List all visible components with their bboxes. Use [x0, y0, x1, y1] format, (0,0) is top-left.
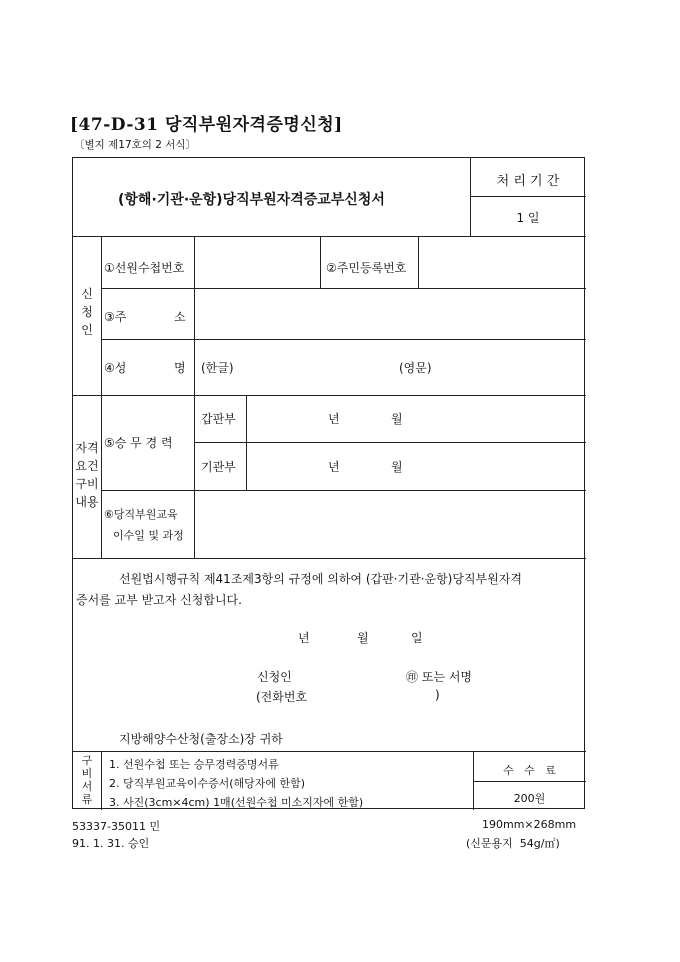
seaman-book-field[interactable] [195, 237, 319, 287]
training-field[interactable] [195, 491, 585, 557]
declaration-line1: 선원법시행규칙 제41조제3항의 규정에 의하여 (갑판·기관·운항)당직부원자격 [119, 572, 522, 586]
documents-section-label: 구 비 서 류 [81, 754, 93, 806]
date-month-label: 월 [357, 631, 369, 645]
address-label-start: ③주 [104, 310, 127, 324]
form-heading: [47-D-31 당직부원자격증명신청] [70, 115, 343, 135]
name-korean-label: (한글) [201, 361, 234, 375]
name-english-label: (영문) [399, 361, 432, 375]
paper-size: 190mm×268mm [482, 818, 577, 831]
address-label-end: 소 [174, 310, 186, 324]
engine-label: 기관부 [201, 460, 236, 474]
deck-label: 갑판부 [201, 412, 236, 426]
main-title: (항해·기관·운항)당직부원자격증교부신청서 [118, 192, 385, 208]
seaman-book-label: ①선원수첩번호 [104, 261, 185, 275]
phone-label-open: (전화번호 [256, 690, 308, 704]
training-label-line1: ⑥당직부원교육 [104, 508, 178, 521]
name-korean-field[interactable] [233, 340, 393, 394]
deck-year-label: 년 [328, 412, 340, 426]
form-frame [72, 157, 585, 809]
processing-period-value: 1 일 [516, 211, 540, 225]
form-code: 53337-35011 민 [72, 820, 161, 833]
resident-number-field[interactable] [419, 237, 585, 287]
document-item-2: 2. 당직부원교육이수증서(해당자에 한함) [109, 777, 306, 790]
deck-month-label: 월 [391, 412, 403, 426]
applicant-signature-label: 신청인 [257, 670, 292, 684]
name-label-end: 명 [174, 361, 186, 375]
engine-year-label: 년 [328, 460, 340, 474]
document-item-3: 3. 사진(3cm×4cm) 1매(선원수첩 미소지자에 한함) [109, 796, 364, 809]
declaration-line2: 증서를 교부 받고자 신청합니다. [76, 593, 242, 607]
qualification-section-label: 자격 요건 구비 내용 [75, 441, 99, 509]
date-day-label: 일 [411, 631, 423, 645]
address-field[interactable] [195, 289, 585, 339]
phone-label-close: ) [435, 688, 440, 702]
annex-label: 〔별지 제17호의 2 서식〕 [74, 139, 197, 151]
fee-label: 수 수 료 [503, 764, 556, 777]
addressee: 지방해양수산청(출장소)장 귀하 [119, 732, 283, 746]
deck-career-field[interactable] [247, 396, 585, 442]
seal-or-signature-label: ㊞ 또는 서명 [406, 670, 472, 684]
date-year-label: 년 [298, 631, 310, 645]
training-label-line2: 이수일 및 과정 [113, 529, 184, 542]
applicant-section-label: 신 청 인 [81, 287, 93, 337]
document-item-1: 1. 선원수첩 또는 승무경력증명서류 [109, 758, 279, 771]
engine-month-label: 월 [391, 460, 403, 474]
career-label: ⑤승 무 경 력 [104, 436, 173, 450]
name-label-start: ④성 [104, 361, 127, 375]
resident-number-label: ②주민등록번호 [326, 261, 407, 275]
processing-period-label: 처 리 기 간 [496, 174, 560, 189]
fee-value: 200원 [513, 792, 546, 805]
name-english-field[interactable] [433, 340, 583, 394]
approval-date: 91. 1. 31. 승인 [72, 837, 150, 850]
paper-type: (신문용지 54g/㎡) [466, 837, 560, 850]
engine-career-field[interactable] [247, 443, 585, 489]
